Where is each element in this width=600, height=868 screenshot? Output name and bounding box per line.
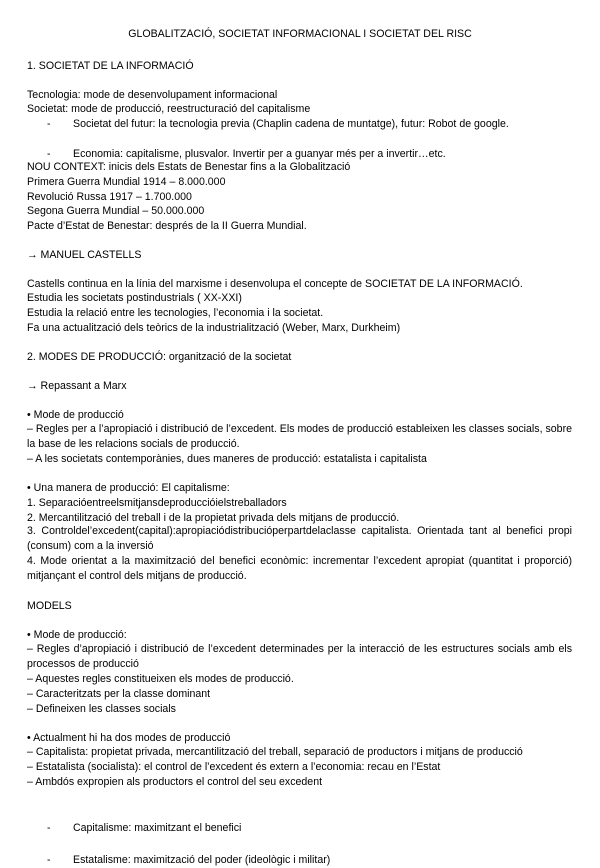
- bullet-heading: • Mode de producció:: [27, 629, 127, 641]
- text-line: NOU CONTEXT: inicis dels Estats de Benestar fins a la Globalització: [27, 161, 351, 173]
- sub-list-text: Economia: capitalisme, plusvalor. Invertir per a guanyar més per a invertir…etc.: [73, 148, 446, 161]
- text-line: Estudia la relació entre les tecnologies, l’economia i la societat.: [27, 307, 324, 319]
- sub-list-text: Societat del futur: la tecnologia previa (Chaplin cadena de muntatge), futur: Robot de google.: [73, 118, 509, 130]
- list-item: – Ambdós expropien als productors el control del seu excedent: [27, 776, 323, 788]
- section-1-heading: 1. SOCIETAT DE LA INFORMACIÓ: [27, 60, 194, 72]
- text-line: Tecnologia: mode de desenvolupament informacional: [27, 89, 278, 101]
- sub-list-text: Estatalisme: maximització del poder (ideològic i militar): [73, 853, 331, 866]
- text-line: Castells continua en la línia del marxisme i desenvolupa el concepte de SOCIETAT DE LA INFORMACIÓ.: [27, 278, 523, 290]
- text-line: – A les societats contemporànies, dues maneres de producció: estatalista i capitalista: [27, 453, 427, 465]
- bullet-heading: • Una manera de producció: El capitalisme:: [27, 482, 230, 494]
- list-item: – Regles d’apropiació i distribució de l’excedent determinades per la interacció de les estructures socials amb els processos de producció: [27, 643, 572, 670]
- paragraph: – Regles per a l’apropiació i distribució de l’excedent. Els modes de producció estableixen les classes socials, sobre la base de les relacions socials de producció.: [27, 423, 572, 450]
- list-item: – Caracteritzats per la classe dominant: [27, 688, 211, 700]
- sub-list-item: [27, 852, 600, 868]
- models-heading: MODELS: [27, 600, 72, 612]
- dash-bullet: -: [47, 853, 51, 866]
- bullet-heading: • Actualment hi ha dos modes de producció: [27, 732, 231, 744]
- text-line: Segona Guerra Mundial – 50.000.000: [27, 205, 205, 217]
- sub-list-item: [27, 820, 600, 836]
- sub-list-text: Capitalisme: maximitzant el benefici: [73, 822, 242, 835]
- document-title: GLOBALITZACIÓ, SOCIETAT INFORMACIONAL I SOCIETAT DEL RISC: [128, 28, 472, 40]
- section-2-heading: 2. MODES DE PRODUCCIÓ: organització de la societat: [27, 351, 292, 363]
- text-line: Fa una actualització dels teòrics de la industrialització (Weber, Marx, Durkheim): [27, 322, 401, 334]
- marx-heading: → Repassant a Marx: [27, 380, 127, 392]
- list-item: 2. Mercantilització del treball i de la propietat privada dels mitjans de producció.: [27, 512, 400, 524]
- list-item: 3. Controldel’excedent(capital):apropiaciódistribucióperpartdelaclasse capitalista. Orientada tant al benefici propi (consum) com a la inversió: [27, 525, 572, 552]
- list-item: – Aquestes regles constitueixen els modes de producció.: [27, 673, 294, 685]
- dash-bullet: -: [47, 148, 51, 161]
- text-line: Estudia les societats postindustrials ( XX-XXI): [27, 292, 242, 304]
- list-item: 1. Separacióentreelsmitjansdeproduccióielstreballadors: [27, 497, 287, 509]
- text-line: Pacte d’Estat de Benestar: després de la II Guerra Mundial.: [27, 220, 307, 232]
- list-item: – Defineixen les classes socials: [27, 703, 176, 715]
- dash-bullet: -: [47, 822, 51, 835]
- dash-bullet: -: [47, 118, 51, 130]
- text-line: Revolució Russa 1917 – 1.700.000: [27, 191, 192, 203]
- list-item: – Estatalista (socialista): el control de l’excedent és extern a l’economia: recau en l’Estat: [27, 761, 441, 773]
- list-item: – Capitalista: propietat privada, mercantilització del treball, separació de productors i mitjans de producció: [27, 746, 523, 758]
- text-line: Primera Guerra Mundial 1914 – 8.000.000: [27, 176, 226, 188]
- bullet-heading: • Mode de producció: [27, 409, 124, 421]
- sub-list-item: [27, 116, 600, 132]
- text-line: Societat: mode de producció, reestructuració del capitalisme: [27, 103, 311, 115]
- castells-heading: → MANUEL CASTELLS: [27, 249, 142, 261]
- list-item: 4. Mode orientat a la maximització del benefici econòmic: incrementar l’excedent apropiat (quantitat i proporció) mitjançant el control dels mitjans de producció.: [27, 555, 572, 582]
